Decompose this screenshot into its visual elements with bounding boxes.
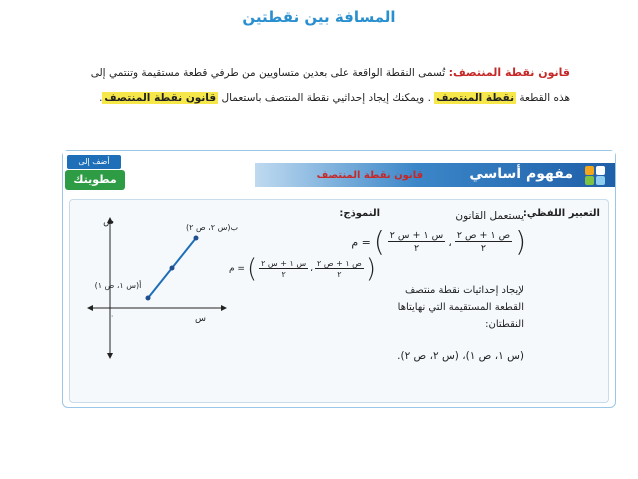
highlight-midpoint-law: قانون نقطة المنتصف [104,92,217,104]
model-fraction-y [315,259,364,279]
model-formula [229,256,376,282]
formula-m: م = [351,235,371,249]
verbal-text [384,208,524,225]
model-comma: ، [310,264,314,274]
tag-add-to: أضف إلى [67,155,121,169]
formula-fraction-x [388,230,445,254]
model-paren-open: ( [246,254,258,284]
model-fraction-x [259,259,308,279]
midpoint-dot [170,266,175,271]
card-body [69,199,609,403]
verbal-label: التعبير اللفظي: [522,208,600,219]
midpoint-formula [351,225,526,258]
key-concept-logo-icon [583,164,607,186]
model-label: النموذج: [339,208,380,219]
intro-line-2 [50,86,570,111]
model-den-x: ٢ [281,270,286,279]
point-a-dot [146,296,151,301]
description-text: لإيجاد إحداثيات نقطة منتصف القطعة المستقيمة التي نهايتاها النقطتان: [397,285,524,330]
midpoint-graph [88,208,239,358]
formula-comma: ، [448,235,452,249]
formula-den-y: ٢ [480,243,486,254]
origin-label: ٠ [110,312,114,320]
y-axis-label: ص [103,217,114,227]
law-name: قانون نقطة المنتصف [316,170,423,181]
endpoints-text: (س ١، ص ١)، (س ٢، ص ٢). [397,350,524,362]
formula-paren-open: ( [373,225,385,258]
formula-fraction-y [455,230,512,254]
formula-den-x: ٢ [413,243,420,254]
point-b-dot [194,236,199,241]
point-a-label: أ(س ١، ص ١) [94,281,142,290]
tag-foldable: مطويتك [65,170,125,190]
formula-num-x: س ١ + س ٢ [389,230,444,241]
foldable-tag[interactable] [63,151,127,195]
point-b-label: ب(س ٢، ص ٢) [185,223,239,232]
intro-text-1: تُسمى النقطة الواقعة على بعدين متساويين من طرفي قطعة مستقيمة وتنتمي إلى [90,67,446,79]
highlight-midpoint: نقطة المنتصف [436,92,515,104]
card-header [63,151,615,197]
model-formula-m: م = [228,264,245,274]
intro-paragraph [50,60,570,111]
model-den-y: ٢ [337,270,342,279]
intro-text-2b: . ويمكنك إيجاد إحداثيي نقطة المنتصف باستعمال [221,92,431,104]
x-axis-label: س [195,314,206,324]
model-num-x: س ١ + س ٢ [261,259,307,268]
intro-text-end: . [99,92,103,104]
use-law-text: يستعمل القانون [455,210,524,222]
formula-num-y: ص ١ + ص ٢ [456,230,511,241]
model-paren-close: ) [365,254,376,284]
formula-paren-close: ) [515,225,526,258]
page-title: المسافة بين نقطتين [242,8,396,26]
concept-title: مفهوم أساسي [469,166,573,182]
intro-text-2a: هذه القطعة [519,92,570,104]
model-num-y: ص ١ + ص ٢ [317,259,362,268]
intro-term: قانون نقطة المنتصف: [448,66,570,79]
key-concept-card [62,150,616,408]
intro-line-1 [50,60,570,86]
